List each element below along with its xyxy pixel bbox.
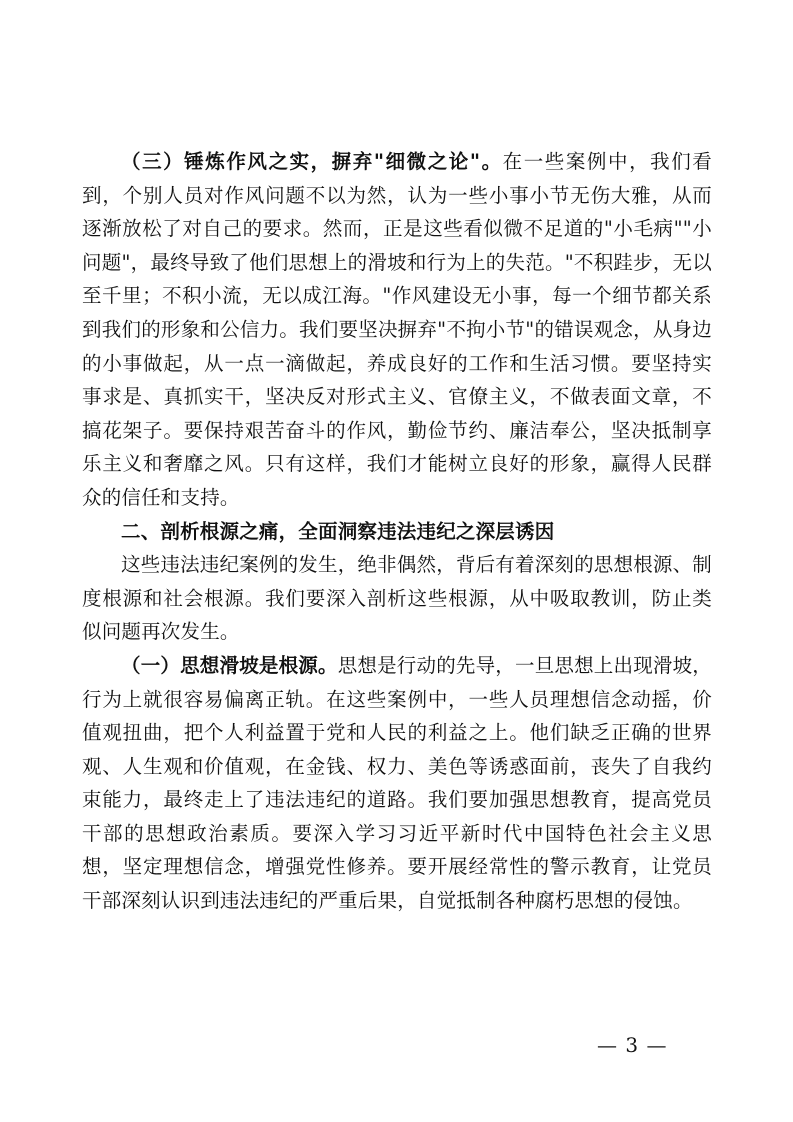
paragraph-text: 思想是行动的先导，一旦思想上出现滑坡，行为上就很容易偏离正轨。在这些案例中，一些人员理想信念动摇，价值观扭曲，把个人利益置于党和人民的利益之上。他们缺乏正确的世界观、人生观和价值观，在金钱、权力、美色等诱惑面前，丧失了自我约束能力，最终走上了违法违纪的道路。我们要加强思想教育，提高党员干部的思想政治素质。要深入学习习近平新时代中国特色社会主义思想，坚定理想信念，增强党性修养。要开展经常性的警示教育，让党员干部深刻认识到违法违纪的严重后果，自觉抵制各种腐朽思想的侵蚀。	[82, 653, 713, 913]
paragraph-root-causes-intro	[82, 548, 712, 649]
document-body	[82, 145, 712, 918]
paragraph-lead-heading: （一）思想滑坡是根源。	[121, 653, 338, 677]
section-heading: 二、剖析根源之痛，全面洞察违法违纪之深层诱因	[121, 519, 555, 543]
page-number: — 3 —	[597, 1033, 668, 1057]
paragraph-text: 这些违法违纪案例的发生，绝非偶然，背后有着深刻的思想根源、制度根源和社会根源。我们要深入剖析这些根源，从中吸取教训，防止类似问题再次发生。	[82, 553, 713, 644]
paragraph-ideological-decline	[82, 649, 712, 918]
paragraph-work-style	[82, 145, 712, 515]
paragraph-text: 在一些案例中，我们看到，个别人员对作风问题不以为然，认为一些小事小节无伤大雅，从而逐渐放松了对自己的要求。然而，正是这些看似微不足道的"小毛病""小问题"，最终导致了他们思想上的滑坡和行为上的失范。"不积跬步，无以至千里；不积小流，无以成江海。"作风建设无小事，每一个细节都关系到我们的形象和公信力。我们要坚决摒弃"不拘小节"的错误观念，从身边的小事做起，从一点一滴做起，养成良好的工作和生活习惯。要坚持实事求是、真抓实干，坚决反对形式主义、官僚主义，不做表面文章，不搞花架子。要保持艰苦奋斗的作风，勤俭节约、廉洁奉公，坚决抵制享乐主义和奢靡之风。只有这样，我们才能树立良好的形象，赢得人民群众的信任和支持。	[82, 150, 712, 509]
paragraph-lead-heading: （三）锤炼作风之实，摒弃"细微之论"。	[121, 150, 503, 173]
